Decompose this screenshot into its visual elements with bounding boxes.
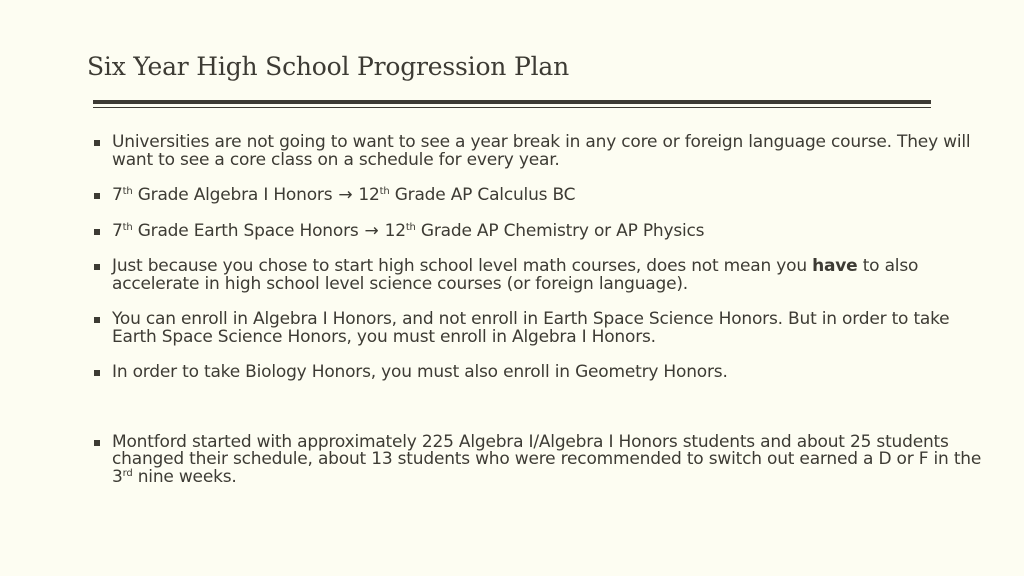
bullet-text: Universities are not going to want to see a year break in any core or foreign language course. They will want to see a core class on a schedule for every year. (112, 132, 971, 170)
bullet-text: to also accelerate in high school level science courses (or foreign language). (112, 256, 919, 294)
bullet-marker (94, 440, 100, 446)
bullet-marker (94, 229, 100, 235)
bullet-science-path (92, 220, 982, 241)
grade-number: 7 (112, 220, 123, 241)
bullet-acceleration (92, 258, 982, 293)
ordinal-suffix: rd (122, 467, 133, 479)
ordinal-suffix: th (122, 186, 133, 197)
ordinal-suffix: th (122, 221, 133, 233)
emphasis-text: have (812, 256, 858, 276)
bullet-biology (92, 364, 982, 382)
bullet-marker (94, 193, 100, 199)
bullet-marker (94, 264, 100, 270)
arrow-right-icon: → (364, 220, 379, 241)
bullet-algebra-path (92, 187, 982, 205)
ordinal-suffix: th (405, 221, 416, 233)
course-text: Grade Algebra I Honors (132, 185, 333, 205)
bullet-list (92, 134, 982, 504)
bullet-marker (94, 140, 100, 146)
grade-number: 7 (112, 185, 123, 205)
course-text: Grade AP Chemistry or AP Physics (415, 220, 705, 241)
bullet-text: Just because you chose to start high school level math courses, does not mean you (112, 256, 813, 276)
bullet-montford (92, 431, 982, 487)
course-text: Grade AP Calculus BC (389, 185, 576, 205)
bullet-text: You can enroll in Algebra I Honors, and not enroll in Earth Space Science Honors. But in order to take Earth Space Science Honors, you must enroll in Algebra I Honors. (112, 309, 950, 347)
arrow-right-icon: → (338, 185, 353, 205)
slide-title: Six Year High School Progression Plan (87, 52, 569, 81)
course-text: Grade Earth Space Honors (132, 220, 359, 241)
title-rule-thick (93, 100, 931, 104)
title-rule-thin (93, 107, 931, 108)
bullet-enroll-rules (92, 311, 982, 346)
bullet-marker (94, 317, 100, 323)
ordinal-suffix: th (379, 186, 390, 197)
bullet-universities (92, 134, 982, 169)
grade-number: 12 (358, 185, 380, 205)
bullet-marker (94, 370, 100, 376)
bullet-text: Montford started with approximately 225 Algebra I/Algebra I Honors students and about 25 students changed their schedule, about 13 students who were recommended to switch out earned a D or F in the 3 (112, 431, 982, 487)
grade-number: 12 (384, 220, 406, 241)
bullet-text: nine weeks. (132, 466, 237, 487)
bullet-text: In order to take Biology Honors, you must also enroll in Geometry Honors. (112, 362, 728, 382)
